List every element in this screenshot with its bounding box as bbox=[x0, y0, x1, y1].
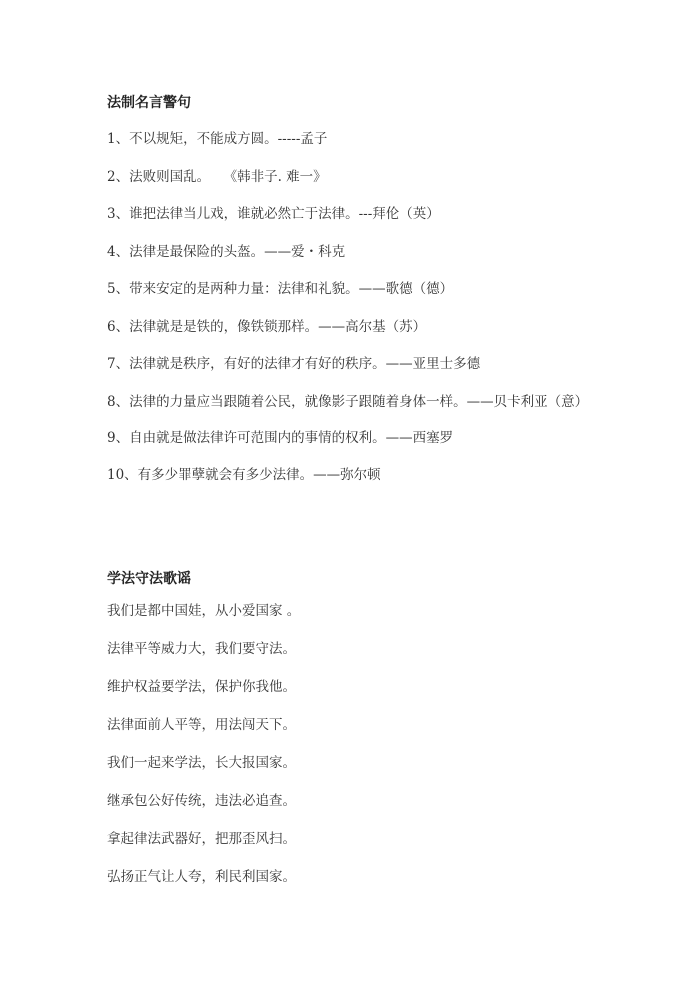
song-line: 我们一起来学法，长大报国家。 bbox=[107, 755, 296, 771]
quote-item: 8、法律的力量应当跟随着公民，就像影子跟随着身体一样。——贝卡利亚（意） bbox=[107, 393, 589, 410]
law-quotes-list bbox=[107, 121, 607, 495]
quote-item: 5、带来安定的是两种力量：法律和礼貌。——歌德（德） bbox=[107, 281, 454, 297]
song-line: 我们是都中国娃，从小爱国家 。 bbox=[107, 603, 301, 619]
quote-item: 10、有多少罪孽就会有多少法律。——弥尔顿 bbox=[107, 467, 381, 483]
song-line: 拿起律法武器好，把那歪风扫。 bbox=[107, 831, 296, 847]
quote-item: 1、不以规矩，不能成方圆。-----孟子 bbox=[107, 131, 328, 147]
song-line: 法律面前人平等，用法闯天下。 bbox=[107, 717, 296, 733]
song-line: 维护权益要学法，保护你我他。 bbox=[107, 679, 296, 695]
quote-item: 6、法律就是是铁的，像铁锁那样。——高尔基（苏） bbox=[107, 318, 427, 335]
quote-item: 4、法律是最保险的头盔。——爱・科克 bbox=[107, 243, 346, 260]
section-title-law-quotes: 法制名言警句 bbox=[107, 95, 191, 111]
quote-item: 2、法败则国乱。 《韩非子. 难一》 bbox=[107, 168, 327, 185]
song-line: 法律平等威力大，我们要守法。 bbox=[107, 641, 296, 657]
song-line: 弘扬正气让人夸，利民利国家。 bbox=[107, 869, 296, 885]
song-line: 继承包公好传统，违法必追查。 bbox=[107, 793, 296, 809]
quote-item: 3、谁把法律当儿戏，谁就必然亡于法律。---拜伦（英） bbox=[107, 206, 440, 222]
section-title-law-song: 学法守法歌谣 bbox=[107, 571, 191, 587]
quote-item: 7、法律就是秩序，有好的法律才有好的秩序。——亚里士多德 bbox=[107, 356, 481, 372]
quote-item: 9、自由就是做法律许可范围内的事情的权利。——西塞罗 bbox=[107, 429, 454, 446]
law-song-list bbox=[107, 592, 587, 896]
